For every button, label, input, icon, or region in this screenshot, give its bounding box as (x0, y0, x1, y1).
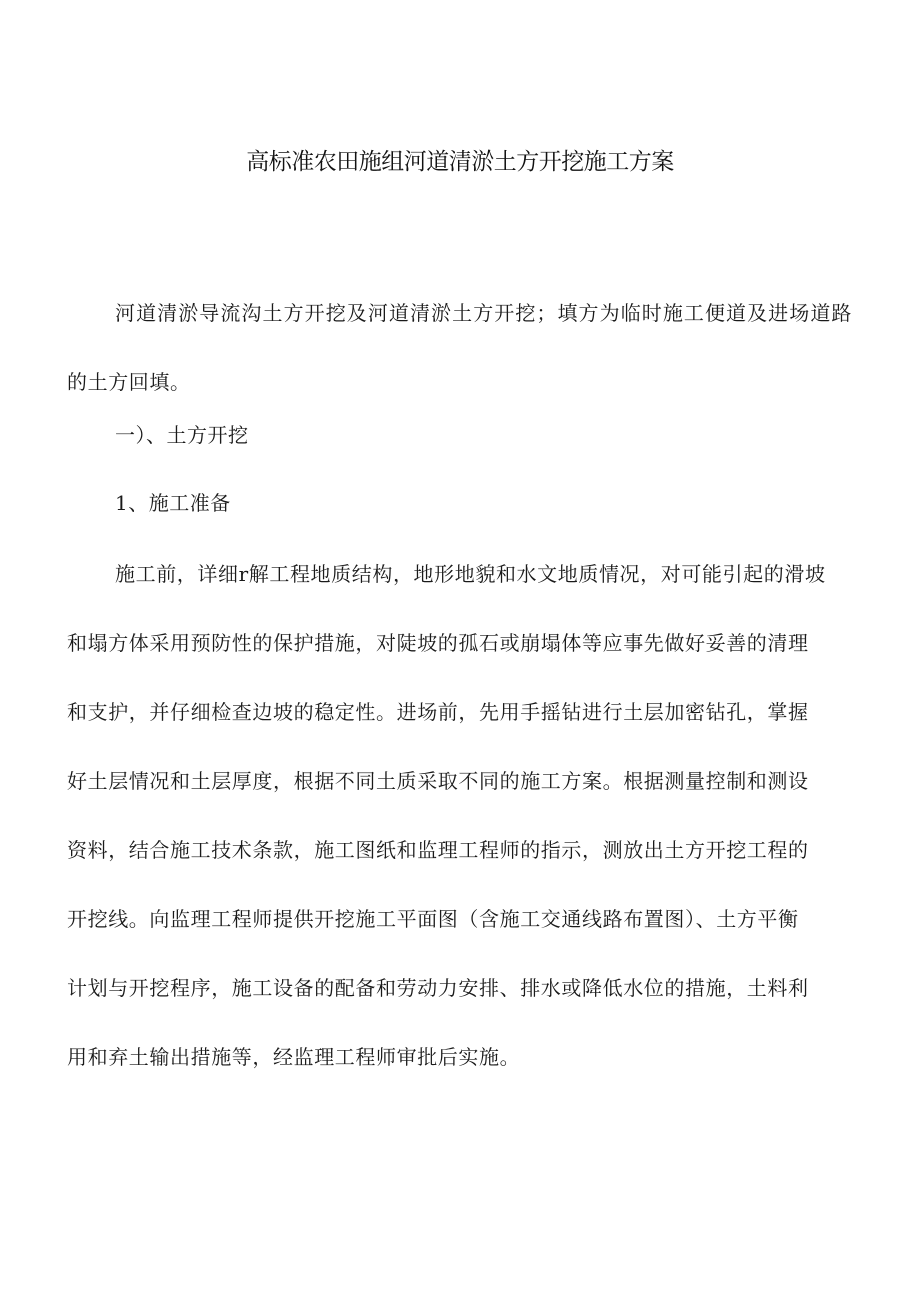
section-heading: 一）、土方开挖 (115, 423, 249, 447)
subsection-heading: 1、施工准备 (115, 491, 231, 515)
paragraph-line: 用和弃土输出措施等，经监理工程师审批后实施。 (67, 1045, 521, 1069)
paragraph-line: 和支护，并仔细检查边坡的稳定性。进场前，先用手摇钻进行土层加密钻孔，掌握 (67, 700, 809, 724)
paragraph-line: 计划与开挖程序，施工设备的配备和劳动力安排、排水或降低水位的措施，土料利 (67, 976, 809, 1000)
paragraph-line: 资料，结合施工技术条款，施工图纸和监理工程师的指示，测放出土方开挖工程的 (67, 838, 809, 862)
construction-prep-paragraph (67, 540, 852, 1092)
paragraph-line: 施工前，详细r解工程地质结构，地形地貌和水文地质情况，对可能引起的滑坡 (115, 562, 826, 586)
document-title: 高标准农田施组河道清淤土方开挖施工方案 (246, 149, 674, 175)
paragraph-line: 好土层情况和土层厚度，根据不同土质采取不同的施工方案。根据测量控制和测设 (67, 769, 809, 793)
intro-paragraph: 河道清淤导流沟土方开挖及河道清淤土方开挖；填方为临时施工便道及进场道路的土方回填。 (67, 301, 852, 394)
paragraph-line: 开挖线。向监理工程师提供开挖施工平面图（含施工交通线路布置图）、土方平衡 (67, 907, 799, 931)
paragraph-line: 和塌方体采用预防性的保护措施，对陡坡的孤石或崩塌体等应事先做好妥善的清理 (67, 631, 809, 655)
